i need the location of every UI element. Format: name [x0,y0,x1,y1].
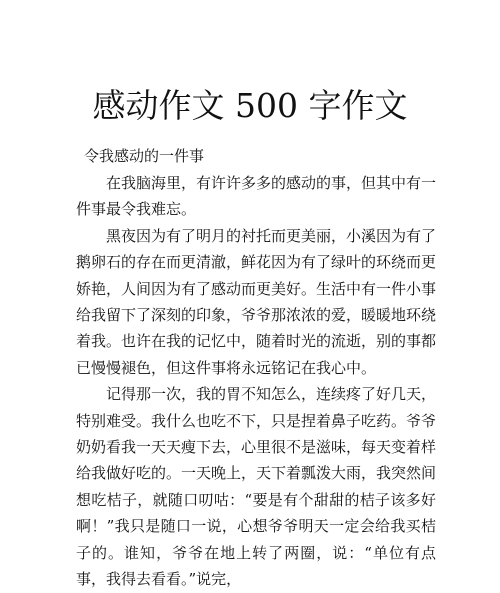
essay-body [76,170,436,593]
paragraph: 黑夜因为有了明月的衬托而更美丽，小溪因为有了鹅卵石的存在而更清澈，鲜花因为有了绿叶的环绕而更娇艳，人间因为有了感动而更美好。生活中有一件小事给我留下了深刻的印象，爷爷那浓浓的爱，暖暖地环绕着我。也许在我的记忆中，随着时光的流逝，别的事都已慢慢褪色，但这件事将永远铭记在我心中。 [76,226,437,377]
document-title: 感动作文 500 字作文 [92,86,408,125]
paragraph: 记得那一次，我的胃不知怎么，连续疼了好几天，特别难受。我什么也吃不下，只是捏着鼻子吃药。爷爷奶奶看我一天天瘦下去，心里很不是滋味，每天变着样给我做好吃的。一天晚上，天下着瓢泼大雨，我突然间想吃桔子，就随口叨咕：“要是有个甜甜的桔子该多好啊！”我只是随口一说，心想爷爷明天一定会给我买桔子的。谁知，爷爷在地上转了两圈，说：“单位有点事，我得去看看。”说完， [76,385,437,589]
essay-subtitle: 令我感动的一件事 [84,147,205,165]
paragraph: 在我脑海里，有许许多多的感动的事，但其中有一件事最令我难忘。 [76,174,437,219]
